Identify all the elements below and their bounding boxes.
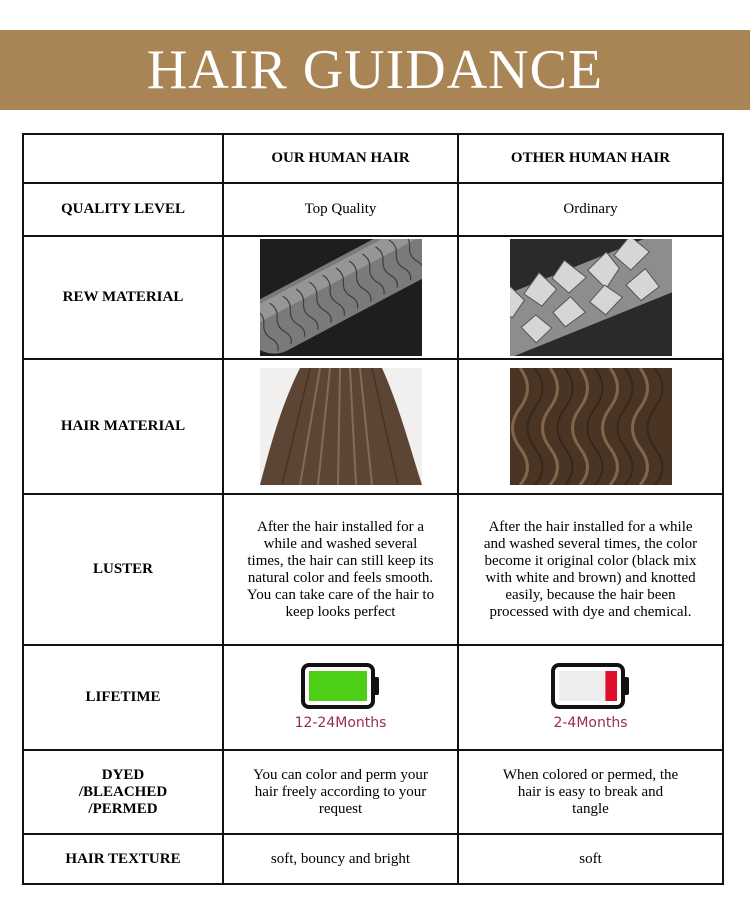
label-luster: LUSTER xyxy=(23,494,223,645)
battery-full-icon xyxy=(301,663,381,709)
hair-material-ours-cell xyxy=(223,359,458,494)
label-dyed-line2: /BLEACHED xyxy=(78,783,168,800)
page-title: HAIR GUIDANCE xyxy=(146,39,604,101)
healthy-hair-fiber-image xyxy=(260,239,422,356)
row-rew-material xyxy=(23,236,723,359)
row-hair-material xyxy=(23,359,723,494)
battery-low-icon xyxy=(551,663,631,709)
label-dyed-line3: /PERMED xyxy=(88,800,158,817)
title-banner xyxy=(0,30,750,110)
battery-low-level xyxy=(605,671,617,701)
row-quality-level xyxy=(23,183,723,236)
label-hair-texture: HAIR TEXTURE xyxy=(23,834,223,884)
rew-other-cell xyxy=(458,236,723,359)
wavy-hair-image xyxy=(510,368,672,485)
label-hair-material: HAIR MATERIAL xyxy=(23,359,223,494)
label-dyed-line1: DYED xyxy=(101,766,145,783)
label-quality-level: QUALITY LEVEL xyxy=(23,183,223,236)
battery-full-level xyxy=(309,671,367,701)
texture-other: soft xyxy=(458,834,723,884)
quality-ours: Top Quality xyxy=(223,183,458,236)
luster-other: After the hair installed for a while and washed several times, the color become it original color (black mix with white and brown) and knotted easily, because the hair been processed with dye and chemical. xyxy=(458,494,723,645)
straight-hair-image xyxy=(260,368,422,485)
rew-ours-cell xyxy=(223,236,458,359)
damaged-hair-fiber-image xyxy=(510,239,672,356)
hair-material-other-cell xyxy=(458,359,723,494)
label-dyed-bleached-permed xyxy=(23,750,223,834)
lifetime-other-cell xyxy=(458,645,723,750)
lifetime-ours-cell xyxy=(223,645,458,750)
lifetime-ours-label: 12-24Months xyxy=(294,715,387,731)
lifetime-other-label: 2-4Months xyxy=(553,715,628,731)
header-empty-cell xyxy=(23,134,223,183)
table-header-row xyxy=(23,134,723,183)
header-other-hair: OTHER HUMAN HAIR xyxy=(458,134,723,183)
row-lifetime xyxy=(23,645,723,750)
label-rew-material: REW MATERIAL xyxy=(23,236,223,359)
header-our-hair: OUR HUMAN HAIR xyxy=(223,134,458,183)
label-lifetime: LIFETIME xyxy=(23,645,223,750)
row-hair-texture xyxy=(23,834,723,884)
comparison-table xyxy=(22,133,724,885)
quality-other: Ordinary xyxy=(458,183,723,236)
luster-ours: After the hair installed for a while and washed several times, the hair can still keep its natural color and feels smooth. You can take care of the hair to keep looks perfect xyxy=(223,494,458,645)
row-dyed-bleached-permed xyxy=(23,750,723,834)
texture-ours: soft, bouncy and bright xyxy=(223,834,458,884)
row-luster xyxy=(23,494,723,645)
dyed-other: When colored or permed, the hair is easy to break and tangle xyxy=(458,750,723,834)
dyed-ours: You can color and perm your hair freely according to your request xyxy=(223,750,458,834)
